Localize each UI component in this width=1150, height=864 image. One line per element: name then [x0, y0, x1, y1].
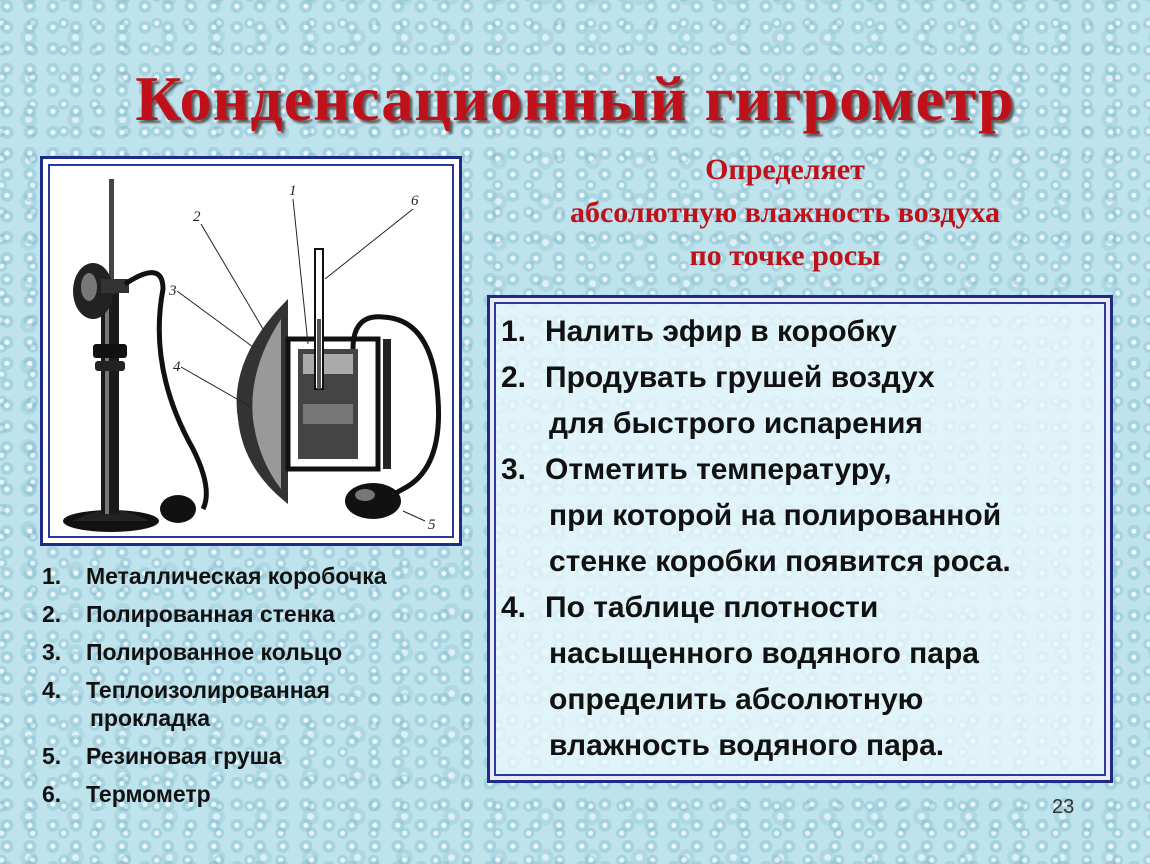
- slide-title: Конденсационный гигрометр: [135, 63, 1015, 134]
- step-item: [501, 309, 1101, 355]
- legend-text: Теплоизолированная: [86, 677, 330, 703]
- legend-text: Металлическая коробочка: [86, 563, 387, 589]
- step-continuation: насыщенного водяного пара: [549, 637, 979, 670]
- subtitle-line-3: по точке росы: [689, 239, 881, 272]
- legend-number: 5.: [42, 743, 62, 769]
- legend-item: [42, 595, 482, 633]
- figure-label-3: 3: [169, 283, 177, 299]
- figure-label-4: 4: [173, 359, 181, 375]
- legend-text: Резиновая груша: [86, 743, 282, 769]
- step-number: 3.: [501, 453, 527, 486]
- procedure-steps: [501, 309, 1101, 769]
- parts-legend: [42, 557, 482, 813]
- figure-label-2: 2: [193, 209, 201, 225]
- step-continuation: для быстрого испарения: [549, 407, 923, 440]
- legend-number: 4.: [42, 677, 62, 703]
- legend-text: Термометр: [86, 781, 211, 807]
- legend-item: [42, 633, 482, 671]
- legend-item: [42, 775, 482, 813]
- step-continuation: при которой на полированной: [549, 499, 1002, 532]
- legend-item: [42, 557, 482, 595]
- legend-number: 2.: [42, 601, 62, 627]
- legend-number: 6.: [42, 781, 62, 807]
- subtitle-line-2: абсолютную влажность воздуха: [569, 196, 1001, 229]
- step-text: Налить эфир в коробку: [545, 315, 897, 348]
- legend-item: [42, 737, 482, 775]
- page-number: 23: [1052, 796, 1075, 818]
- legend-text: Полированное кольцо: [86, 639, 343, 665]
- step-text: По таблице плотности: [545, 591, 879, 624]
- figure-label-5: 5: [428, 517, 436, 533]
- legend-number: 1.: [42, 563, 62, 589]
- step-continuation: определить абсолютную: [549, 683, 924, 716]
- step-number: 4.: [501, 591, 527, 624]
- step-item: [501, 447, 1101, 493]
- step-text: Продувать грушей воздух: [545, 361, 935, 394]
- step-text: Отметить температуру,: [545, 453, 892, 486]
- slide-subtitle: [475, 148, 1095, 277]
- legend-continuation: прокладка: [90, 705, 211, 731]
- subtitle-line-1: Определяет: [705, 153, 865, 186]
- hygrometer-drawing: [53, 169, 449, 533]
- step-item: [501, 355, 1101, 401]
- step-item: [501, 585, 1101, 631]
- step-number: 2.: [501, 361, 527, 394]
- step-continuation: влажность водяного пара.: [549, 729, 945, 762]
- step-continuation: стенке коробки появится роса.: [549, 545, 1011, 578]
- figure-label-1: 1: [289, 183, 297, 199]
- figure-label-6: 6: [411, 193, 419, 209]
- legend-number: 3.: [42, 639, 62, 665]
- hygrometer-figure: [40, 156, 462, 546]
- step-number: 1.: [501, 315, 527, 348]
- legend-text: Полированная стенка: [86, 601, 335, 627]
